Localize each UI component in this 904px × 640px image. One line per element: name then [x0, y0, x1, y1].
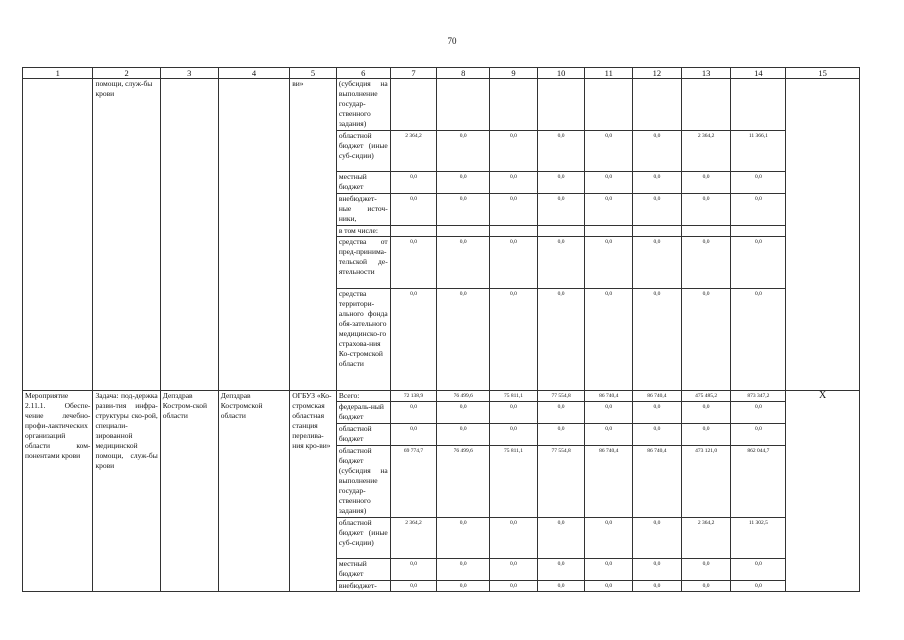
amount-cell: [490, 79, 538, 131]
responsible-cell: Депздрав Костром-ской области: [160, 391, 218, 592]
amount-cell: [731, 226, 786, 237]
source-label: внебюджет-ные источ-ники,: [336, 194, 390, 226]
source-label: внебюджет-: [336, 581, 390, 592]
amount-cell: [537, 226, 585, 237]
amount-cell: 0,0: [585, 289, 633, 391]
amount-cell: 0,0: [633, 424, 682, 446]
amount-cell: 0,0: [537, 237, 585, 289]
amount-cell: 0,0: [390, 237, 437, 289]
amount-cell: [681, 79, 731, 131]
amount-cell: [490, 226, 538, 237]
amount-cell: 86 740,4: [633, 391, 682, 402]
amount-cell: 0,0: [681, 402, 731, 424]
amount-cell: 0,0: [390, 402, 437, 424]
header-cell: 11: [585, 68, 633, 79]
amount-cell: 0,0: [633, 131, 682, 172]
task-cell: Задача: под-держка разви-тия инфра-структуры ско-рой, специали-зированной медицинской помощи, служ-бы крови: [93, 391, 160, 592]
source-label: местный бюджет: [336, 559, 390, 581]
participant-cell: ОГБУЗ «Ко-стромская областная станция перелива-ния кро-ви»: [290, 391, 337, 592]
amount-cell: 0,0: [731, 581, 786, 592]
amount-cell: 11 302,5: [731, 518, 786, 559]
amount-cell: 0,0: [537, 172, 585, 194]
source-label: (субсидия на выполнение государ-ственного задания): [336, 79, 390, 131]
amount-cell: 0,0: [537, 518, 585, 559]
amount-cell: 0,0: [437, 402, 490, 424]
header-cell: 13: [681, 68, 731, 79]
amount-cell: 0,0: [537, 402, 585, 424]
amount-cell: [633, 226, 682, 237]
amount-cell: 0,0: [390, 581, 437, 592]
amount-cell: 77 554,8: [537, 446, 585, 518]
amount-cell: 0,0: [681, 172, 731, 194]
header-cell: 2: [93, 68, 160, 79]
amount-cell: 0,0: [633, 581, 682, 592]
amount-cell: 0,0: [537, 289, 585, 391]
amount-cell: 0,0: [390, 424, 437, 446]
amount-cell: 0,0: [490, 424, 538, 446]
amount-cell: 0,0: [585, 402, 633, 424]
source-label: в том числе:: [336, 226, 390, 237]
amount-cell: [437, 226, 490, 237]
amount-cell: 11 366,1: [731, 131, 786, 172]
amount-cell: 475 485,2: [681, 391, 731, 402]
amount-cell: 0,0: [585, 581, 633, 592]
amount-cell: 0,0: [490, 131, 538, 172]
amount-cell: [585, 226, 633, 237]
amount-cell: 86 740,4: [633, 446, 682, 518]
amount-cell: 0,0: [585, 237, 633, 289]
amount-cell: 0,0: [437, 237, 490, 289]
source-label: федераль-ный бюджет: [336, 402, 390, 424]
amount-cell: 0,0: [437, 172, 490, 194]
amount-cell: 0,0: [437, 559, 490, 581]
header-cell: 5: [290, 68, 337, 79]
participant-cell: ви»: [290, 79, 337, 391]
amount-cell: 0,0: [633, 194, 682, 226]
amount-cell: 0,0: [490, 289, 538, 391]
amount-cell: 0,0: [390, 172, 437, 194]
source-label: областной бюджет (субсидия на выполнение государ-ственного задания): [336, 446, 390, 518]
amount-cell: 0,0: [633, 237, 682, 289]
amount-cell: [681, 226, 731, 237]
amount-cell: 0,0: [731, 289, 786, 391]
amount-cell: [731, 79, 786, 131]
amount-cell: 0,0: [390, 289, 437, 391]
amount-cell: [390, 226, 437, 237]
amount-cell: 86 740,4: [585, 391, 633, 402]
amount-cell: 75 811,1: [490, 446, 538, 518]
amount-cell: 86 740,4: [585, 446, 633, 518]
responsible-cell: [160, 79, 218, 391]
header-cell: 10: [537, 68, 585, 79]
amount-cell: 0,0: [681, 581, 731, 592]
amount-cell: 0,0: [390, 194, 437, 226]
source-label: местный бюджет: [336, 172, 390, 194]
amount-cell: [537, 79, 585, 131]
source-label: Всего:: [336, 391, 390, 402]
amount-cell: 77 554,8: [537, 391, 585, 402]
amount-cell: 0,0: [585, 131, 633, 172]
amount-cell: 0,0: [633, 559, 682, 581]
amount-cell: 0,0: [585, 194, 633, 226]
header-cell: 9: [490, 68, 538, 79]
amount-cell: 0,0: [537, 131, 585, 172]
amount-cell: 0,0: [437, 424, 490, 446]
amount-cell: 0,0: [490, 518, 538, 559]
amount-cell: 0,0: [681, 237, 731, 289]
header-cell: 6: [336, 68, 390, 79]
amount-cell: 473 121,0: [681, 446, 731, 518]
amount-cell: 0,0: [731, 237, 786, 289]
amount-cell: [585, 79, 633, 131]
amount-cell: 2 364,2: [390, 518, 437, 559]
coexecutor-cell: [218, 79, 289, 391]
amount-cell: 0,0: [633, 289, 682, 391]
amount-cell: 0,0: [633, 518, 682, 559]
event-name-cell: [23, 79, 93, 391]
task-cell: помощи, служ-бы крови: [93, 79, 160, 391]
page-number: 70: [447, 36, 457, 46]
amount-cell: 76 499,6: [437, 446, 490, 518]
amount-cell: 69 774,7: [390, 446, 437, 518]
amount-cell: 0,0: [490, 581, 538, 592]
amount-cell: 0,0: [390, 559, 437, 581]
amount-cell: 0,0: [681, 289, 731, 391]
amount-cell: 2 364,2: [681, 518, 731, 559]
amount-cell: 76 499,6: [437, 391, 490, 402]
amount-cell: 0,0: [537, 194, 585, 226]
amount-cell: 0,0: [437, 131, 490, 172]
result-cell: Х: [786, 391, 860, 592]
amount-cell: 0,0: [681, 194, 731, 226]
amount-cell: 0,0: [490, 172, 538, 194]
amount-cell: 0,0: [437, 518, 490, 559]
header-row: [23, 68, 860, 79]
amount-cell: 0,0: [585, 424, 633, 446]
amount-cell: [390, 79, 437, 131]
amount-cell: 0,0: [437, 194, 490, 226]
amount-cell: [437, 79, 490, 131]
amount-cell: 0,0: [731, 424, 786, 446]
amount-cell: 0,0: [681, 559, 731, 581]
amount-cell: 0,0: [731, 559, 786, 581]
header-cell: 1: [23, 68, 93, 79]
amount-cell: 0,0: [681, 424, 731, 446]
source-label: областной бюджет: [336, 424, 390, 446]
amount-cell: 0,0: [437, 581, 490, 592]
amount-cell: 0,0: [437, 289, 490, 391]
header-cell: 7: [390, 68, 437, 79]
amount-cell: 0,0: [633, 402, 682, 424]
amount-cell: 72 138,9: [390, 391, 437, 402]
amount-cell: 0,0: [731, 194, 786, 226]
amount-cell: 862 044,7: [731, 446, 786, 518]
amount-cell: 0,0: [490, 237, 538, 289]
result-cell: [786, 79, 860, 391]
amount-cell: [633, 79, 682, 131]
coexecutor-cell: Депздрав Костромской области: [218, 391, 289, 592]
header-cell: 3: [160, 68, 218, 79]
table-row: [23, 391, 860, 402]
source-label: средства территори-ального фонда обя-зательного медицинско-го страхова-ния Ко-стромской области: [336, 289, 390, 391]
amount-cell: 0,0: [731, 402, 786, 424]
header-cell: 14: [731, 68, 786, 79]
amount-cell: 0,0: [537, 559, 585, 581]
amount-cell: 75 811,1: [490, 391, 538, 402]
amount-cell: 0,0: [633, 172, 682, 194]
header-cell: 4: [218, 68, 289, 79]
event-name-cell: Мероприятие 2.11.1. Обеспе-чение лечебно-профи-лактических организаций области ком-понентами крови: [23, 391, 93, 592]
amount-cell: 0,0: [585, 518, 633, 559]
amount-cell: 0,0: [537, 424, 585, 446]
header-cell: 15: [786, 68, 860, 79]
source-label: областной бюджет (иные суб-сидии): [336, 518, 390, 559]
amount-cell: 2 364,2: [390, 131, 437, 172]
header-cell: 12: [633, 68, 682, 79]
table-row: [23, 79, 860, 131]
source-label: областной бюджет (иные суб-сидии): [336, 131, 390, 172]
source-label: средства от пред-принима-тельской де-ятельности: [336, 237, 390, 289]
amount-cell: 0,0: [585, 559, 633, 581]
amount-cell: 0,0: [490, 559, 538, 581]
amount-cell: 2 364,2: [681, 131, 731, 172]
amount-cell: 0,0: [585, 172, 633, 194]
amount-cell: 0,0: [490, 194, 538, 226]
amount-cell: 0,0: [490, 402, 538, 424]
amount-cell: 0,0: [731, 172, 786, 194]
header-cell: 8: [437, 68, 490, 79]
amount-cell: 0,0: [537, 581, 585, 592]
budget-table: [22, 67, 860, 592]
amount-cell: 873 347,2: [731, 391, 786, 402]
